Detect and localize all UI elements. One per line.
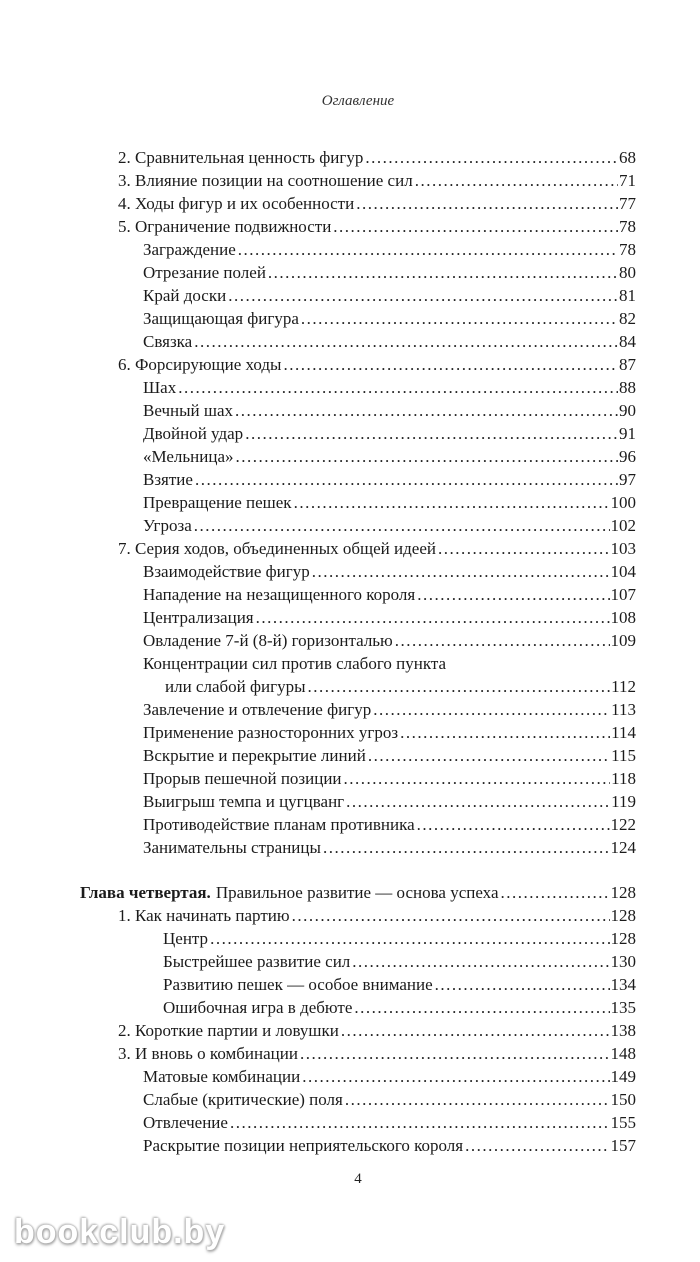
toc-entry: [80, 996, 636, 1019]
toc-entry: [80, 973, 636, 996]
toc-entry-page-number: 128: [610, 883, 636, 902]
toc-entry-label: Матовые комбинации: [143, 1067, 301, 1086]
watermark: bookclub.by: [14, 1213, 226, 1251]
toc-entry: [80, 468, 636, 491]
dot-leader: [256, 606, 610, 629]
toc-entry: [80, 169, 636, 192]
toc-entry: [80, 790, 636, 813]
toc-entry-page-number: 124: [610, 838, 636, 857]
dot-leader: [333, 215, 618, 238]
dot-leader: [344, 767, 611, 790]
dot-leader: [301, 307, 618, 330]
dot-leader: [294, 491, 610, 514]
dot-leader: [195, 468, 618, 491]
toc-entry-label: Связка: [143, 332, 193, 351]
toc-entry-label: 2. Короткие партии и ловушки: [118, 1021, 339, 1040]
toc-entry-page-number: 149: [610, 1067, 636, 1086]
toc-entry: [80, 767, 636, 790]
dot-leader: [417, 583, 609, 606]
dot-leader: [178, 376, 618, 399]
toc-entry: [80, 445, 636, 468]
toc-entry-label: Край доски: [143, 286, 227, 305]
toc-entry-page-number: 77: [619, 194, 636, 213]
toc-entry-page-number: 112: [611, 677, 636, 696]
dot-leader: [341, 1019, 610, 1042]
toc-entry-page-number: 80: [619, 263, 636, 282]
dot-leader: [435, 973, 610, 996]
toc-entry-label: Отрезание полей: [143, 263, 266, 282]
dot-leader: [194, 514, 610, 537]
footer-page-number: 4: [354, 1171, 362, 1187]
toc-entry-page-number: 87: [619, 355, 636, 374]
toc-entry: [80, 514, 636, 537]
toc-entry-label: 4. Ходы фигур и их особенности: [118, 194, 355, 213]
toc-entry-label: Быстрейшее развитие сил: [163, 952, 351, 971]
toc-entry: [80, 261, 636, 284]
toc-entry-page-number: 113: [611, 700, 636, 719]
dot-leader: [417, 813, 610, 836]
toc-entry: [80, 721, 636, 744]
toc-entry-label: Раскрытие позиции неприятельского короля: [143, 1136, 464, 1155]
dot-leader: [302, 1065, 609, 1088]
toc-entry-page-number: 134: [610, 975, 636, 994]
toc-entry-label: Заграждение: [143, 240, 236, 259]
toc-entry-label: Взаимодействие фигур: [143, 562, 310, 581]
toc-entry-label: Централизация: [143, 608, 254, 627]
dot-leader: [465, 1134, 609, 1157]
dot-leader: [395, 629, 610, 652]
toc-entry-page-number: 104: [610, 562, 636, 581]
toc-entry-label: 2. Сравнительная ценность фигур: [118, 148, 364, 167]
toc-entry-label: Отвлечение: [143, 1113, 228, 1132]
toc-entry: [80, 836, 636, 859]
toc-entry-page-number: 150: [610, 1090, 636, 1109]
toc-entry: [80, 950, 636, 973]
dot-leader: [210, 927, 609, 950]
toc-entry-label: Вечный шах: [143, 401, 234, 420]
dot-leader: [283, 353, 618, 376]
toc-entry-page-number: 103: [610, 539, 636, 558]
toc-entry-label: 7. Серия ходов, объединенных общей идеей: [118, 539, 436, 558]
dot-leader: [356, 192, 618, 215]
dot-leader: [312, 560, 610, 583]
toc-entry-label: 1. Как начинать партию: [118, 906, 290, 925]
dot-leader: [501, 881, 610, 904]
toc-entry-chapter-label: Глава четвертая.: [80, 883, 211, 902]
toc-entry-label: 3. Влияние позиции на соотношение сил: [118, 171, 413, 190]
toc-entry: [80, 353, 636, 376]
toc-entry-label: Развитию пешек — особое внимание: [163, 975, 433, 994]
toc-entry-page-number: 155: [610, 1113, 636, 1132]
toc-entry-page-number: 128: [610, 929, 636, 948]
toc-entry-page-number: 102: [610, 516, 636, 535]
toc-entry: [80, 744, 636, 767]
toc-entry: [80, 422, 636, 445]
toc-entry: [80, 927, 636, 950]
dot-leader: [194, 330, 618, 353]
toc-entry: [80, 881, 636, 904]
toc-entry-label: Нападение на незащищенного короля: [143, 585, 416, 604]
dot-leader: [415, 169, 618, 192]
toc-entry: [80, 675, 636, 698]
toc-entry-label: Выигрыш темпа и цугцванг: [143, 792, 345, 811]
dot-leader: [245, 422, 618, 445]
toc-entry: [80, 1065, 636, 1088]
toc-entry: [80, 192, 636, 215]
dot-leader: [400, 721, 610, 744]
toc-entry-page-number: 108: [610, 608, 636, 627]
toc-entry-label: 5. Ограничение подвижности: [118, 217, 332, 236]
toc-entry: [80, 1111, 636, 1134]
toc-entry-page-number: 91: [619, 424, 636, 443]
toc-entry: [80, 330, 636, 353]
toc-entry: [80, 1042, 636, 1065]
dot-leader: [308, 675, 611, 698]
toc-entry-page-number: 81: [619, 286, 636, 305]
toc-entry-page-number: 107: [610, 585, 636, 604]
toc-entry-page-number: 90: [619, 401, 636, 420]
dot-leader: [228, 284, 618, 307]
toc-entry-page-number: 82: [619, 309, 636, 328]
toc-entry: [80, 813, 636, 836]
toc-entry-page-number: 138: [610, 1021, 636, 1040]
dot-leader: [268, 261, 618, 284]
toc-entry-page-number: 130: [610, 952, 636, 971]
dot-leader: [346, 790, 610, 813]
toc-entry: [80, 146, 636, 169]
toc-entry-page-number: 78: [619, 217, 636, 236]
dot-leader: [323, 836, 610, 859]
toc-entry: [80, 537, 636, 560]
toc-entry-page-number: 100: [610, 493, 636, 512]
toc-entry-label: Прорыв пешечной позиции: [143, 769, 342, 788]
toc-entry: [80, 583, 636, 606]
toc-entry: [80, 1019, 636, 1042]
toc-entry-label: Превращение пешек: [143, 493, 292, 512]
toc-entry: [80, 652, 636, 675]
toc-entry-label: Противодействие планам противника: [143, 815, 415, 834]
toc-entry-page-number: 88: [619, 378, 636, 397]
toc-entry-label: Двойной удар: [143, 424, 244, 443]
dot-leader: [352, 950, 609, 973]
dot-leader: [230, 1111, 610, 1134]
toc-entry-label: Правильное развитие — основа успеха: [215, 883, 499, 902]
toc-entry-label: «Мельница»: [143, 447, 234, 466]
toc-entry: [80, 560, 636, 583]
dot-leader: [373, 698, 610, 721]
toc-entry-page-number: 96: [619, 447, 636, 466]
toc-entry: [80, 376, 636, 399]
toc-entry-page-number: 97: [619, 470, 636, 489]
toc-entry: [80, 215, 636, 238]
page-title: Оглавление: [321, 93, 395, 109]
dot-leader: [238, 238, 618, 261]
toc-entry: [80, 399, 636, 422]
dot-leader: [300, 1042, 610, 1065]
toc-entry-label: Ошибочная игра в дебюте: [163, 998, 353, 1017]
toc-entry-label: или слабой фигуры: [165, 677, 306, 696]
dot-leader: [236, 445, 618, 468]
table-of-contents: [80, 146, 636, 1157]
toc-entry-page-number: 122: [610, 815, 636, 834]
dot-leader: [235, 399, 618, 422]
toc-entry-page-number: 128: [610, 906, 636, 925]
dot-leader: [365, 146, 618, 169]
dot-leader: [345, 1088, 610, 1111]
toc-entry-label: Взятие: [143, 470, 193, 489]
dot-leader: [368, 744, 610, 767]
toc-entry-label: Слабые (критические) поля: [143, 1090, 343, 1109]
toc-entry-page-number: 78: [619, 240, 636, 259]
toc-entry-label: Центр: [163, 929, 209, 948]
toc-entry: [80, 284, 636, 307]
toc-entry-label: Шах: [143, 378, 177, 397]
toc-entry-page-number: 115: [611, 746, 636, 765]
toc-entry-label: Защищающая фигура: [143, 309, 299, 328]
toc-entry-page-number: 109: [610, 631, 636, 650]
dot-leader: [292, 904, 610, 927]
toc-entry: [80, 307, 636, 330]
toc-entry: [80, 1088, 636, 1111]
toc-entry: [80, 1134, 636, 1157]
toc-entry-label: Завлечение и отвлечение фигур: [143, 700, 372, 719]
toc-entry-label: Угроза: [143, 516, 192, 535]
toc-entry-page-number: 148: [610, 1044, 636, 1063]
toc-entry: [80, 904, 636, 927]
toc-entry-page-number: 68: [619, 148, 636, 167]
toc-entry: [80, 606, 636, 629]
toc-entry-label: Овладение 7-й (8-й) горизонталью: [143, 631, 393, 650]
toc-entry-label: Применение разносторонних угроз: [143, 723, 399, 742]
toc-entry: [80, 629, 636, 652]
toc-entry-page-number: 71: [619, 171, 636, 190]
dot-leader: [438, 537, 610, 560]
toc-entry-page-number: 84: [619, 332, 636, 351]
dot-leader: [354, 996, 609, 1019]
toc-entry-page-number: 157: [610, 1136, 636, 1155]
toc-entry-page-number: 135: [610, 998, 636, 1017]
toc-entry-page-number: 119: [611, 792, 636, 811]
toc-entry: [80, 491, 636, 514]
toc-entry-label: 3. И вновь о комбинации: [118, 1044, 298, 1063]
toc-entry: [80, 698, 636, 721]
toc-entry-label: Занимательны страницы: [143, 838, 321, 857]
toc-entry-label: Концентрации сил против слабого пункта: [143, 654, 447, 673]
toc-entry-label: 6. Форсирующие ходы: [118, 355, 282, 374]
toc-entry: [80, 238, 636, 261]
toc-entry-page-number: 118: [611, 769, 636, 788]
toc-entry-page-number: 114: [611, 723, 636, 742]
toc-entry-label: Вскрытие и перекрытие линий: [143, 746, 366, 765]
